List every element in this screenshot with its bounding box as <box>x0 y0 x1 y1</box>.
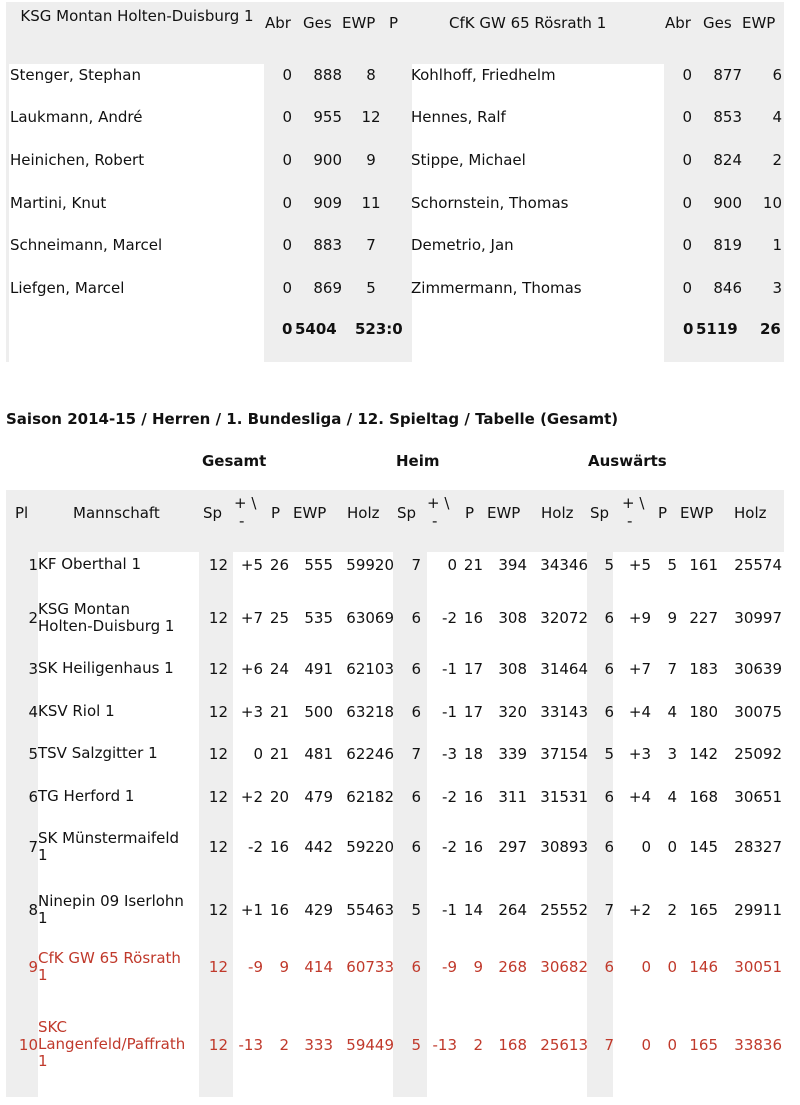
away-player-ewp: 4 <box>772 108 782 126</box>
home-player-abr: 0 <box>282 66 292 84</box>
heim-ewp: 168 <box>498 1036 527 1054</box>
heim-p: 2 <box>473 1036 483 1054</box>
gesamt-sp: 12 <box>208 745 228 763</box>
heim-diff: -13 <box>432 1036 457 1054</box>
team-name: 1 <box>38 845 48 864</box>
group-header-heim: Heim <box>396 452 440 470</box>
col-heim-pm-top: + \ <box>427 494 450 512</box>
auswaerts-ewp: 165 <box>689 1036 718 1054</box>
home-col-abr: Abr <box>265 14 291 32</box>
away-team-title: CfK GW 65 Rösrath 1 <box>449 14 607 32</box>
heim-sp: 6 <box>411 660 421 678</box>
auswaerts-sp: 6 <box>604 660 614 678</box>
team-name: CfK GW 65 Rösrath <box>38 948 181 967</box>
rank: 2 <box>28 609 38 627</box>
gesamt-diff: +1 <box>240 901 263 919</box>
heim-ewp: 308 <box>498 660 527 678</box>
col-gesamt-p: P <box>271 504 281 522</box>
heim-sp: 5 <box>411 1036 421 1054</box>
gesamt-ewp: 429 <box>304 901 333 919</box>
auswaerts-ewp: 142 <box>689 745 718 763</box>
team-name: Langenfeld/Paffrath <box>38 1035 186 1053</box>
auswaerts-diff: +5 <box>628 556 651 574</box>
heim-ewp: 339 <box>498 745 527 763</box>
heim-p: 21 <box>463 556 483 574</box>
col-auswaerts-ewp: EWP <box>680 504 714 522</box>
gesamt-holz: 60733 <box>346 958 394 976</box>
away-player-abr: 0 <box>682 194 692 212</box>
heim-p: 16 <box>463 788 483 806</box>
home-player-abr: 0 <box>282 108 292 126</box>
col-auswaerts-holz: Holz <box>734 504 767 522</box>
gesamt-holz: 59220 <box>346 838 394 856</box>
auswaerts-diff: +9 <box>628 609 651 627</box>
auswaerts-sp: 5 <box>604 556 614 574</box>
heim-diff: -2 <box>442 788 457 806</box>
away-player-ewp: 1 <box>772 236 782 254</box>
home-col-p: P <box>389 14 399 32</box>
rank: 10 <box>18 1036 38 1054</box>
rank: 3 <box>28 660 38 678</box>
gesamt-ewp: 442 <box>304 838 333 856</box>
gesamt-holz: 59920 <box>346 556 394 574</box>
gesamt-diff: +3 <box>240 703 263 721</box>
heim-sp: 6 <box>411 958 421 976</box>
auswaerts-p: 3 <box>667 745 677 763</box>
group-header-gesamt: Gesamt <box>202 452 267 470</box>
gesamt-ewp: 414 <box>304 958 333 976</box>
gesamt-p: 26 <box>269 556 289 574</box>
auswaerts-ewp: 227 <box>689 609 718 627</box>
auswaerts-p: 0 <box>667 958 677 976</box>
auswaerts-p: 0 <box>667 838 677 856</box>
home-total-ges: 5404 <box>295 320 337 338</box>
away-player-ewp: 10 <box>762 194 782 212</box>
heim-sp: 5 <box>411 901 421 919</box>
home-player-ges: 883 <box>313 236 342 254</box>
auswaerts-sp: 6 <box>604 788 614 806</box>
team-name: SK Münstermaifeld <box>38 828 180 847</box>
home-player-name: Liefgen, Marcel <box>10 279 125 297</box>
team-name: KF Oberthal 1 <box>38 555 142 573</box>
away-player-ges: 877 <box>713 66 742 84</box>
rank: 8 <box>28 901 38 919</box>
heim-diff: 0 <box>447 556 457 574</box>
gesamt-sp: 12 <box>208 556 228 574</box>
heim-diff: -3 <box>442 745 457 763</box>
away-col-abr: Abr <box>665 14 691 32</box>
auswaerts-sp: 5 <box>604 745 614 763</box>
auswaerts-holz: 25574 <box>734 556 782 574</box>
gesamt-p: 2 <box>279 1036 289 1054</box>
auswaerts-sp: 7 <box>604 1036 614 1054</box>
auswaerts-holz: 30651 <box>734 788 782 806</box>
gesamt-p: 16 <box>269 901 289 919</box>
team-name: KSV Riol 1 <box>38 702 115 720</box>
auswaerts-sp: 6 <box>604 609 614 627</box>
auswaerts-p: 5 <box>667 556 677 574</box>
home-player-abr: 0 <box>282 151 292 169</box>
heim-sp: 7 <box>411 745 421 763</box>
away-player-name: Zimmermann, Thomas <box>411 279 582 297</box>
away-col-ges: Ges <box>703 14 732 32</box>
home-player-ewp: 9 <box>366 151 376 169</box>
gesamt-sp: 12 <box>208 958 228 976</box>
home-team-title: KSG Montan Holten-Duisburg 1 <box>20 7 254 25</box>
home-col-ewp: EWP <box>342 14 376 32</box>
heim-sp: 6 <box>411 838 421 856</box>
away-player-abr: 0 <box>682 108 692 126</box>
heim-holz: 34346 <box>540 556 588 574</box>
rank: 1 <box>28 556 38 574</box>
gesamt-p: 24 <box>269 660 289 678</box>
gesamt-sp: 12 <box>208 901 228 919</box>
rank: 6 <box>28 788 38 806</box>
heim-p: 17 <box>463 660 483 678</box>
team-name: 1 <box>38 1052 48 1070</box>
home-player-ges: 888 <box>313 66 342 84</box>
heim-holz: 31531 <box>540 788 588 806</box>
home-player-name: Stenger, Stephan <box>10 66 141 84</box>
home-player-ewp: 11 <box>361 194 381 212</box>
col-heim-sp: Sp <box>397 504 417 522</box>
col-heim-ewp: EWP <box>487 504 521 522</box>
auswaerts-p: 0 <box>667 1036 677 1054</box>
gesamt-ewp: 535 <box>304 609 333 627</box>
gesamt-diff: 0 <box>253 745 263 763</box>
gesamt-diff: -2 <box>248 838 263 856</box>
heim-sp: 6 <box>411 788 421 806</box>
heim-diff: -2 <box>442 838 457 856</box>
gesamt-ewp: 491 <box>304 660 333 678</box>
heim-p: 16 <box>463 838 483 856</box>
home-total-ewp: 523:0 <box>355 320 403 338</box>
home-player-ges: 909 <box>313 194 342 212</box>
auswaerts-holz: 30051 <box>734 958 782 976</box>
gesamt-holz: 55463 <box>346 901 394 919</box>
auswaerts-sp: 6 <box>604 958 614 976</box>
away-player-name: Stippe, Michael <box>411 151 526 169</box>
home-player-ges: 900 <box>313 151 342 169</box>
away-total-ewp: 26 <box>760 320 781 338</box>
away-col-ewp: EWP <box>742 14 776 32</box>
gesamt-diff: +7 <box>240 609 263 627</box>
gesamt-ewp: 500 <box>304 703 333 721</box>
auswaerts-diff: +4 <box>628 788 651 806</box>
gesamt-holz: 62246 <box>346 745 394 763</box>
col-team: Mannschaft <box>73 504 160 522</box>
heim-diff: -1 <box>442 901 457 919</box>
home-player-ges: 869 <box>313 279 342 297</box>
auswaerts-holz: 30997 <box>734 609 782 627</box>
auswaerts-diff: +2 <box>628 901 651 919</box>
gesamt-holz: 63069 <box>346 609 394 627</box>
gesamt-holz: 63218 <box>346 703 394 721</box>
away-player-ewp: 3 <box>772 279 782 297</box>
auswaerts-diff: +4 <box>628 703 651 721</box>
home-col-ges: Ges <box>303 14 332 32</box>
heim-holz: 25552 <box>540 901 588 919</box>
heim-p: 17 <box>463 703 483 721</box>
gesamt-sp: 12 <box>208 703 228 721</box>
col-heim-p: P <box>465 504 475 522</box>
heim-ewp: 394 <box>498 556 527 574</box>
home-player-name: Laukmann, André <box>10 108 143 126</box>
heim-ewp: 311 <box>498 788 527 806</box>
heim-holz: 37154 <box>540 745 588 763</box>
team-name: SKC <box>38 1018 68 1036</box>
auswaerts-p: 9 <box>667 609 677 627</box>
gesamt-p: 21 <box>269 745 289 763</box>
home-player-ewp: 8 <box>366 66 376 84</box>
auswaerts-ewp: 165 <box>689 901 718 919</box>
auswaerts-p: 7 <box>667 660 677 678</box>
auswaerts-ewp: 145 <box>689 838 718 856</box>
team-name: 1 <box>38 908 48 927</box>
away-player-name: Hennes, Ralf <box>411 108 506 126</box>
col-auswaerts-pm-bot: - <box>627 512 633 530</box>
team-name: TG Herford 1 <box>38 787 135 805</box>
col-gesamt-ewp: EWP <box>293 504 327 522</box>
heim-diff: -1 <box>442 703 457 721</box>
away-player-abr: 0 <box>682 151 692 169</box>
gesamt-diff: -13 <box>238 1036 263 1054</box>
away-player-abr: 0 <box>682 236 692 254</box>
auswaerts-holz: 30639 <box>734 660 782 678</box>
home-player-abr: 0 <box>282 236 292 254</box>
home-player-ewp: 12 <box>361 108 381 126</box>
col-auswaerts-sp: Sp <box>590 504 610 522</box>
gesamt-p: 20 <box>269 788 289 806</box>
heim-ewp: 308 <box>498 609 527 627</box>
heim-holz: 30682 <box>540 958 588 976</box>
gesamt-p: 21 <box>269 703 289 721</box>
heim-sp-column-bg <box>393 552 427 1097</box>
gesamt-diff: +5 <box>240 556 263 574</box>
auswaerts-sp: 6 <box>604 703 614 721</box>
gesamt-diff: +6 <box>240 660 263 678</box>
heim-diff: -1 <box>442 660 457 678</box>
heim-holz: 32072 <box>540 609 588 627</box>
team-name: 1 <box>38 965 48 984</box>
auswaerts-holz: 28327 <box>734 838 782 856</box>
heim-p: 9 <box>473 958 483 976</box>
rank: 7 <box>28 838 38 856</box>
auswaerts-ewp: 183 <box>689 660 718 678</box>
away-player-abr: 0 <box>682 66 692 84</box>
gesamt-p: 16 <box>269 838 289 856</box>
heim-ewp: 268 <box>498 958 527 976</box>
heim-ewp: 320 <box>498 703 527 721</box>
away-player-ges: 853 <box>713 108 742 126</box>
gesamt-ewp: 333 <box>304 1036 333 1054</box>
gesamt-sp: 12 <box>208 838 228 856</box>
gesamt-p: 25 <box>269 609 289 627</box>
home-total-abr: 0 <box>282 320 293 338</box>
heim-holz: 25613 <box>540 1036 588 1054</box>
team-name: TSV Salzgitter 1 <box>38 744 158 762</box>
auswaerts-ewp: 168 <box>689 788 718 806</box>
away-player-ewp: 2 <box>772 151 782 169</box>
team-name: Ninepin 09 Iserlohn <box>38 891 184 910</box>
auswaerts-diff: +7 <box>628 660 651 678</box>
gesamt-diff: -9 <box>248 958 263 976</box>
heim-holz: 30893 <box>540 838 588 856</box>
col-auswaerts-p: P <box>658 504 668 522</box>
left-edge-bar <box>6 64 9 362</box>
away-player-ges: 824 <box>713 151 742 169</box>
col-gesamt-pm-top: + \ <box>234 494 257 512</box>
auswaerts-holz: 33836 <box>734 1036 782 1054</box>
pl-column-bg <box>6 552 38 1097</box>
auswaerts-p: 2 <box>667 901 677 919</box>
gesamt-holz: 62103 <box>346 660 394 678</box>
heim-holz: 31464 <box>540 660 588 678</box>
gesamt-sp-column-bg <box>199 552 233 1097</box>
auswaerts-ewp: 146 <box>689 958 718 976</box>
heim-diff: -9 <box>442 958 457 976</box>
heim-ewp: 297 <box>498 838 527 856</box>
col-heim-pm-bot: - <box>432 512 438 530</box>
group-header-auswaerts: Auswärts <box>588 452 667 470</box>
gesamt-sp: 12 <box>208 1036 228 1054</box>
away-player-abr: 0 <box>682 279 692 297</box>
team-name: Holten-Duisburg 1 <box>38 616 175 635</box>
auswaerts-diff: 0 <box>641 1036 651 1054</box>
col-gesamt-pm-bot: - <box>239 512 245 530</box>
heim-p: 14 <box>463 901 483 919</box>
gesamt-ewp: 481 <box>304 745 333 763</box>
rank: 9 <box>28 958 38 976</box>
col-pl: Pl <box>15 504 29 522</box>
home-player-name: Heinichen, Robert <box>10 151 145 169</box>
team-name: KSG Montan <box>38 599 130 618</box>
gesamt-holz: 62182 <box>346 788 394 806</box>
away-total-ges: 5119 <box>696 320 738 338</box>
auswaerts-p: 4 <box>667 703 677 721</box>
heim-holz: 33143 <box>540 703 588 721</box>
gesamt-holz: 59449 <box>346 1036 394 1054</box>
auswaerts-holz: 25092 <box>734 745 782 763</box>
auswaerts-sp: 6 <box>604 838 614 856</box>
away-player-name: Schornstein, Thomas <box>411 194 569 212</box>
heim-diff: -2 <box>442 609 457 627</box>
standings-title: Saison 2014-15 / Herren / 1. Bundesliga / 12. Spieltag / Tabelle (Gesamt) <box>6 410 619 428</box>
gesamt-ewp: 555 <box>304 556 333 574</box>
heim-p: 18 <box>463 745 483 763</box>
heim-ewp: 264 <box>498 901 527 919</box>
rank: 5 <box>28 745 38 763</box>
away-player-ewp: 6 <box>772 66 782 84</box>
away-player-ges: 846 <box>713 279 742 297</box>
home-player-ges: 955 <box>313 108 342 126</box>
col-gesamt-sp: Sp <box>203 504 223 522</box>
gesamt-ewp: 479 <box>304 788 333 806</box>
away-player-ges: 819 <box>713 236 742 254</box>
heim-sp: 6 <box>411 609 421 627</box>
away-player-name: Demetrio, Jan <box>411 236 514 254</box>
home-player-ewp: 5 <box>366 279 376 297</box>
heim-sp: 7 <box>411 556 421 574</box>
away-player-ges: 900 <box>713 194 742 212</box>
home-player-abr: 0 <box>282 194 292 212</box>
gesamt-sp: 12 <box>208 660 228 678</box>
heim-p: 16 <box>463 609 483 627</box>
gesamt-sp: 12 <box>208 609 228 627</box>
auswaerts-ewp: 161 <box>689 556 718 574</box>
auswaerts-p: 4 <box>667 788 677 806</box>
auswaerts-holz: 30075 <box>734 703 782 721</box>
away-total-abr: 0 <box>683 320 694 338</box>
gesamt-sp: 12 <box>208 788 228 806</box>
auswaerts-sp: 7 <box>604 901 614 919</box>
gesamt-diff: +2 <box>240 788 263 806</box>
home-player-ewp: 7 <box>366 236 376 254</box>
col-heim-holz: Holz <box>541 504 574 522</box>
auswaerts-holz: 29911 <box>734 901 782 919</box>
auswaerts-diff: 0 <box>641 958 651 976</box>
col-gesamt-holz: Holz <box>347 504 380 522</box>
auswaerts-ewp: 180 <box>689 703 718 721</box>
col-auswaerts-pm-top: + \ <box>622 494 645 512</box>
auswaerts-sp-column-bg <box>587 552 613 1097</box>
team-name: SK Heiligenhaus 1 <box>38 659 174 677</box>
rank: 4 <box>28 703 38 721</box>
away-player-name: Kohlhoff, Friedhelm <box>411 66 556 84</box>
auswaerts-diff: 0 <box>641 838 651 856</box>
home-player-abr: 0 <box>282 279 292 297</box>
auswaerts-diff: +3 <box>628 745 651 763</box>
home-player-name: Martini, Knut <box>10 194 107 212</box>
heim-sp: 6 <box>411 703 421 721</box>
home-player-name: Schneimann, Marcel <box>10 236 163 254</box>
gesamt-p: 9 <box>279 958 289 976</box>
